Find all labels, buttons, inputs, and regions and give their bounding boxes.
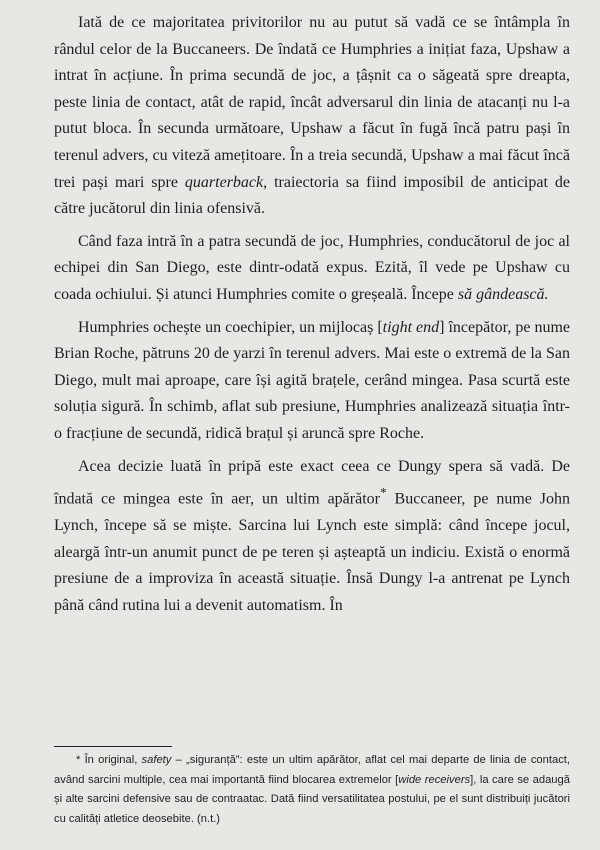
text-run: * În original,	[76, 754, 142, 766]
text-run: Humphries ochește un coechipier, un mijlocaș [	[78, 318, 383, 336]
footnote-marker: *	[379, 485, 387, 501]
body-text	[54, 10, 570, 619]
paragraph	[54, 10, 570, 223]
italic-term: safety	[141, 754, 172, 766]
italic-term: quarterback	[184, 173, 264, 191]
text-run: Iată de ce majoritatea privitorilor nu au putut să vadă ce se întâmpla în rândul celor de la Buccaneers. De îndată ce Humphries a inițiat faza, Upshaw a intrat în acțiune. În prima secundă de joc, a țâșnit ca o săgeată spre dreapta, peste linia de contact, atât de rapid, încât adversarul din linia de atacanți nu l-a putut bloca. În secunda următoare, Upshaw a făcut în fugă încă patru pași în terenul advers, cu viteză amețitoare. În a treia secundă, Upshaw a mai făcut încă trei pași mari spre	[54, 14, 570, 191]
italic-term: să gândească.	[457, 285, 549, 303]
italic-term: wide receivers	[398, 773, 471, 786]
text-run: , traiectoria sa fiind imposibil de anticipat de către jucătorul din linia ofensivă.	[54, 173, 570, 218]
text-run: ] începător, pe nume Brian Roche, pătruns 20 de yarzi în terenul advers. Mai este o extremă de la San Diego, mult mai aproape, care își agită brațele, cerând mingea. Pasa scurtă este soluția sigură. În schimb, aflat sub presiune, Humphries analizează situația într-o fracțiune de secundă, ridică brațul și aruncă spre Roche.	[54, 318, 571, 442]
footnotes	[54, 746, 570, 829]
paragraph	[54, 454, 570, 620]
text-run: Când faza intră în a patra secundă de joc, Humphries, conducătorul de joc al echipei din San Diego, este dintr-odată expus. Ezită, îl vede pe Upshaw cu coada ochiului. Și atunci Humphries comite o greșeală. Începe	[54, 232, 570, 303]
text-run: Buccaneer, pe nume John Lynch, începe să se miște. Sarcina lui Lynch este simplă: când începe jocul, aleargă într-un anumit punct de pe teren și așteaptă un indiciu. Există o enormă presiune de a improviza în această situație. Însă Dungy l-a antrenat pe Lynch până când rutina lui a devenit automatism. În	[54, 490, 570, 614]
paragraph	[54, 229, 570, 309]
text-run: ], la care se adaugă și alte sarcini defensive sau de contraatac. Dată fiind versatilitatea postului, pe el sunt distribuiți jucători cu calități atletice deosebite. (n.t.)	[54, 773, 570, 825]
italic-term: tight end	[382, 318, 440, 336]
footnote	[54, 751, 570, 829]
paragraph	[54, 315, 570, 448]
text-run: Acea decizie luată în pripă este exact ceea ce Dungy spera să vadă. De îndată ce mingea este în aer, un ultim apărător	[54, 457, 570, 508]
footnote-rule	[54, 746, 172, 747]
text-run: – „siguranță”: este un ultim apărător, aflat cel mai departe de linia de contact, având sarcini multiple, cea mai importantă fiind blocarea extremelor [	[54, 754, 571, 786]
